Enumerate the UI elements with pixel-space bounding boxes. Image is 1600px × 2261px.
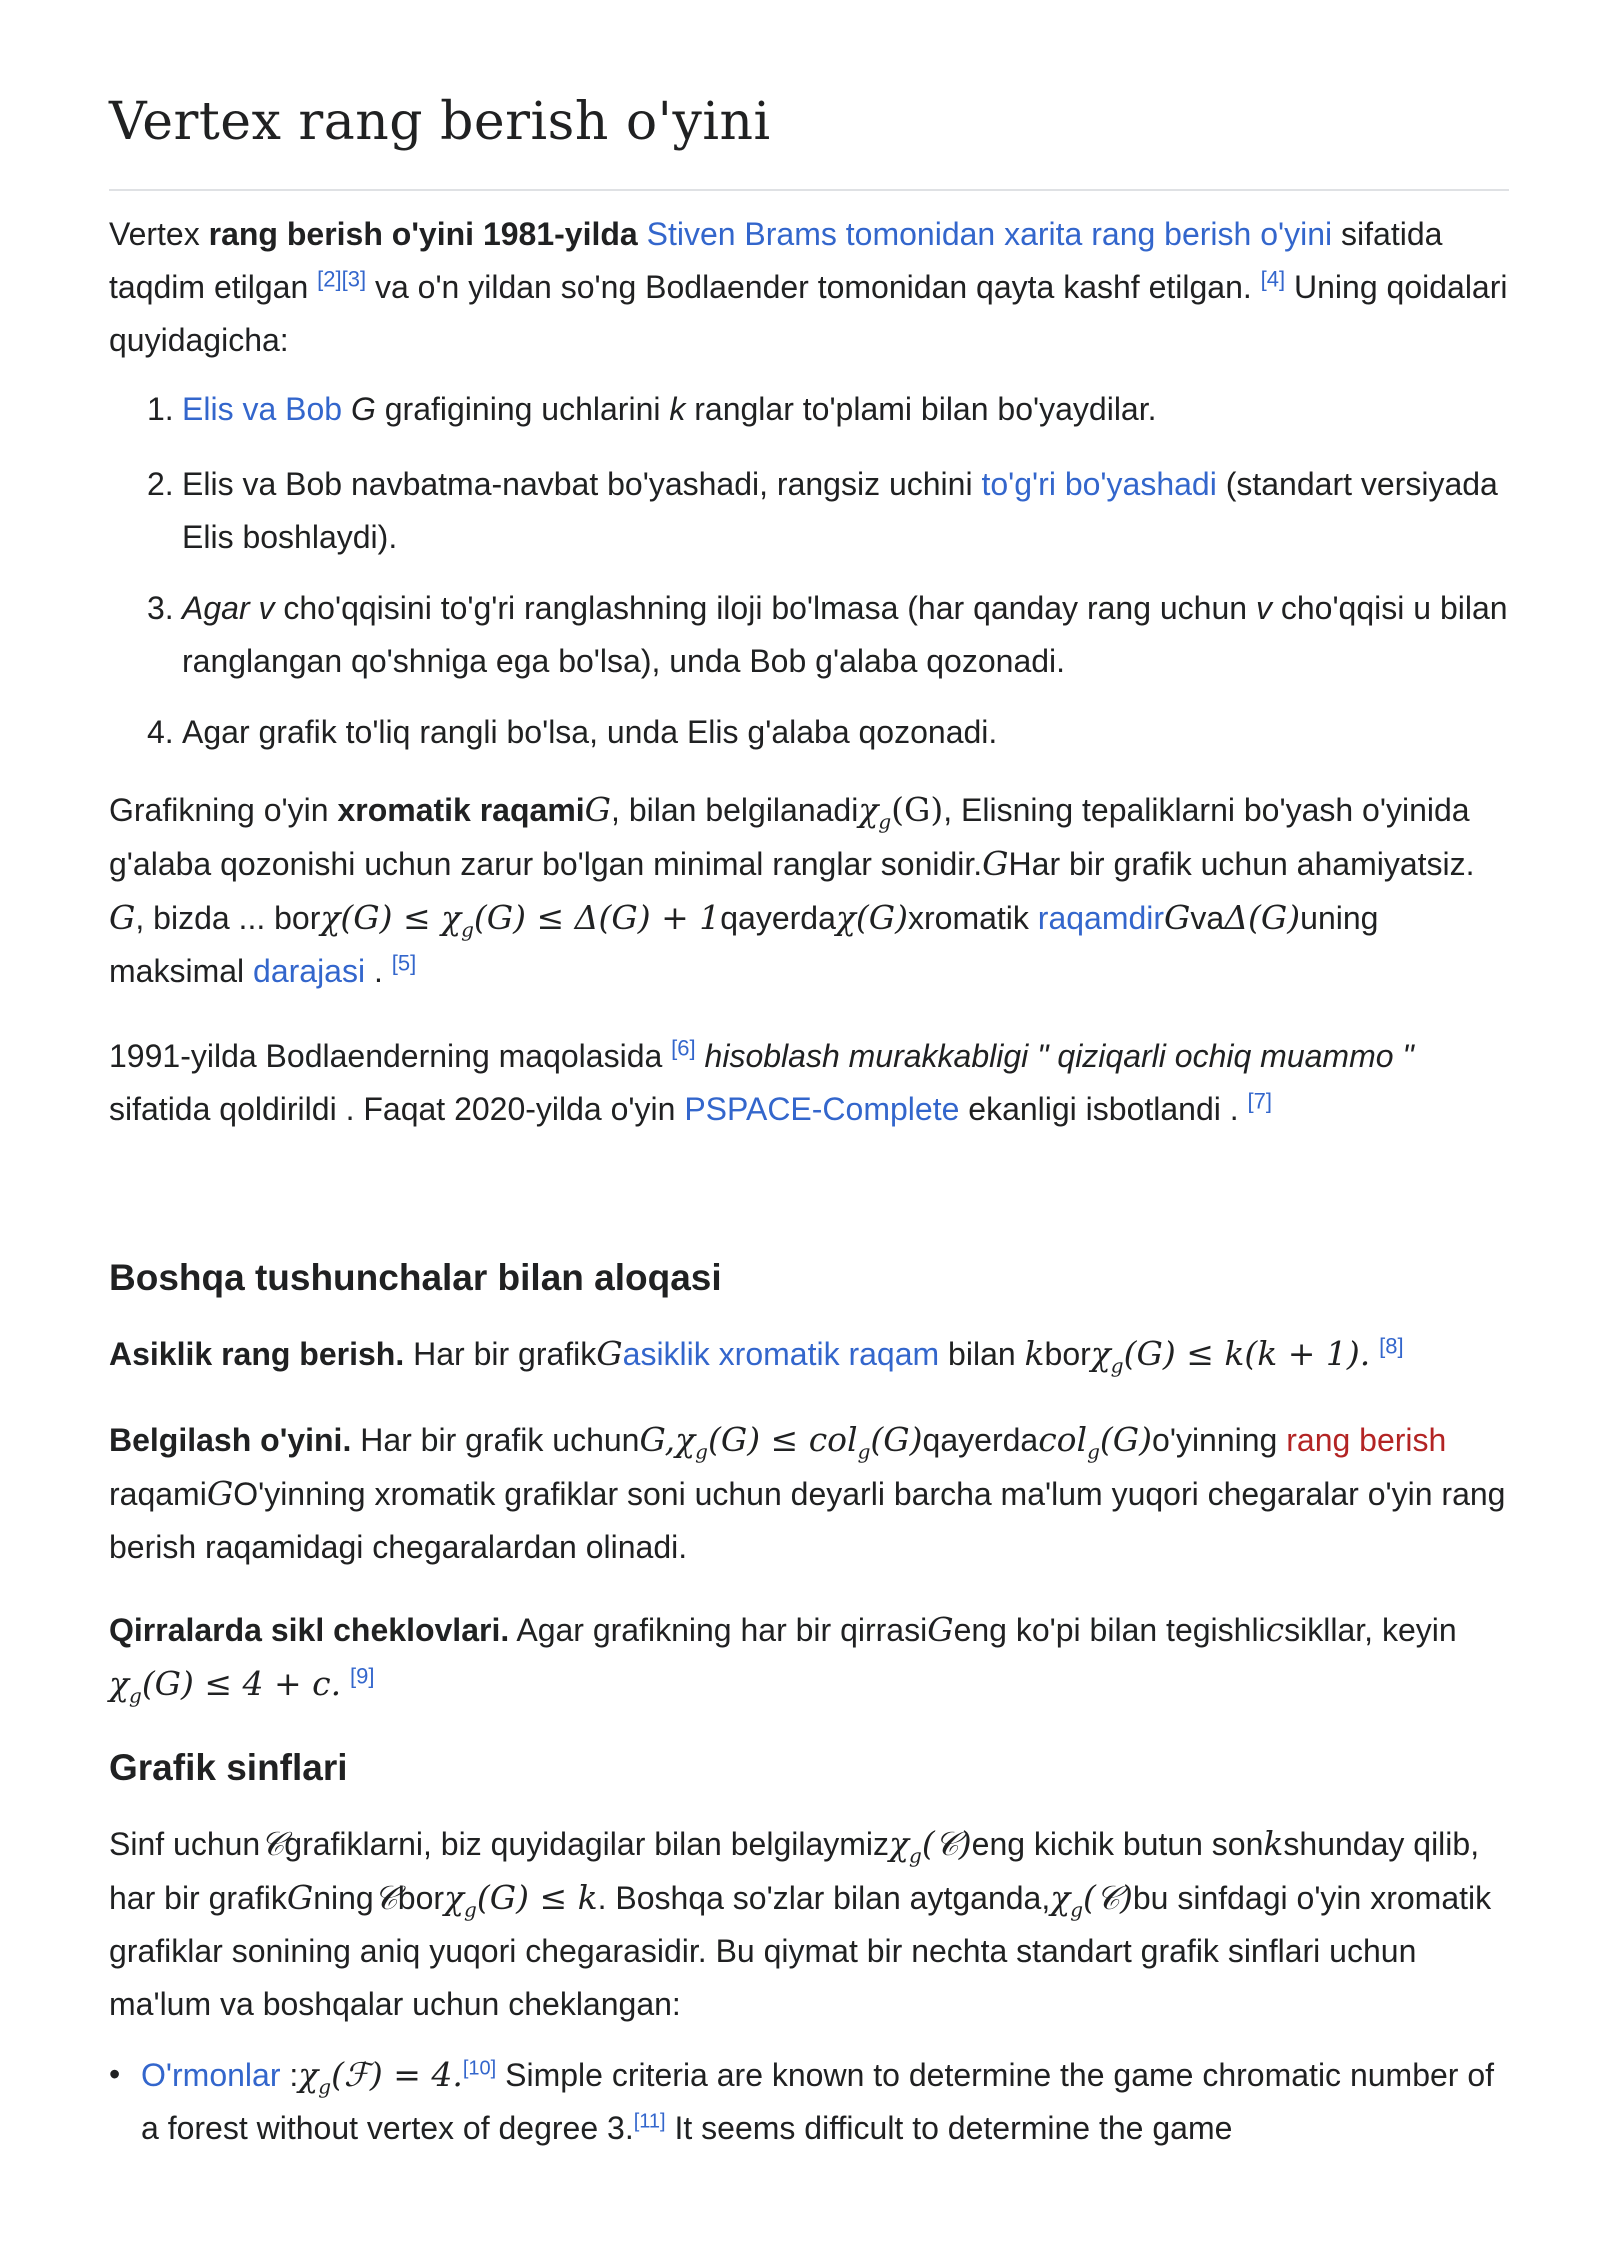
intro-text: Vertex bbox=[109, 216, 209, 252]
ref-10[interactable]: [10] bbox=[462, 2057, 497, 2080]
text: : bbox=[280, 2057, 299, 2093]
text: bu sinfdagi o'yin xromatik grafiklar sonining aniq yuqori chegarasidir. Bu qiymat bir nechta standart grafik sinflari uchun ma'lum va boshqalar uchun cheklangan: bbox=[109, 1880, 1492, 2022]
link-asiklik-xromatik-raqam[interactable]: asiklik xromatik raqam bbox=[622, 1336, 940, 1372]
math-part: (G) bbox=[1099, 1420, 1153, 1459]
math-chi-G: χ(G) bbox=[835, 898, 908, 937]
rule-number: 4. bbox=[147, 714, 174, 750]
ref-11[interactable]: [11] bbox=[633, 2110, 666, 2133]
math-part: (𝒞) bbox=[1083, 1878, 1133, 1917]
rule-item bbox=[109, 582, 1509, 688]
link-elis-va-bob[interactable]: Elis va Bob bbox=[182, 391, 343, 427]
text: Har bir grafik uchun ahamiyatsiz. bbox=[1008, 846, 1475, 882]
text: xromatik bbox=[907, 900, 1038, 936]
math-c: c bbox=[1265, 1610, 1285, 1649]
rule-italic: k bbox=[669, 391, 686, 427]
marking-paragraph bbox=[109, 1413, 1509, 1574]
math-chi: χ bbox=[1050, 1878, 1071, 1917]
ref-9[interactable]: [9] bbox=[350, 1663, 375, 1689]
rule-italic: v bbox=[1255, 590, 1272, 626]
text: eng ko'pi bilan tegishli bbox=[953, 1612, 1266, 1648]
math-col bbox=[1038, 1420, 1153, 1464]
text: bor bbox=[397, 1880, 445, 1916]
text: It seems difficult to determine the game bbox=[665, 2110, 1233, 2146]
link-raqamdir[interactable]: raqamdir bbox=[1037, 900, 1165, 936]
math-inequality bbox=[109, 1664, 342, 1708]
math-part: (𝒞) bbox=[921, 1824, 972, 1863]
rule-number: 3. bbox=[147, 590, 174, 626]
link-darajasi[interactable]: darajasi bbox=[253, 953, 366, 989]
intro-text: sifatida taqdim etilgan bbox=[109, 216, 1443, 305]
math-chi: χ bbox=[858, 790, 879, 829]
page-title: Vertex rang berish o'yini bbox=[109, 92, 771, 152]
rule-item bbox=[109, 458, 1509, 564]
cycle-paragraph bbox=[109, 1603, 1509, 1711]
text: ning bbox=[313, 1880, 374, 1916]
math-chi: χ bbox=[444, 1878, 465, 1917]
text: bor bbox=[1044, 1336, 1091, 1372]
math-G: G, bbox=[639, 1420, 676, 1459]
rule-text: Elis va Bob navbatma-navbat bo'yashadi, rangsiz uchini bbox=[182, 466, 982, 502]
text: , bizda ... bor bbox=[135, 900, 321, 936]
bullet-icon: • bbox=[109, 2056, 121, 2092]
text: qayerda bbox=[720, 900, 836, 936]
intro-text: va o'n yildan so'ng Bodlaender tomonidan qayta kashf etilgan. bbox=[366, 269, 1252, 305]
math-part: (G) bbox=[870, 1420, 923, 1459]
history-paragraph bbox=[109, 1030, 1509, 1136]
section-heading-graph-classes: Grafik sinflari bbox=[109, 1747, 348, 1788]
math-sub: g bbox=[909, 1843, 922, 1868]
ref-8[interactable]: [8] bbox=[1379, 1333, 1404, 1359]
text: ekanligi isbotlandi . bbox=[959, 1091, 1239, 1127]
intro-bold: rang berish o'yini 1981-yilda bbox=[208, 216, 638, 252]
math-sub: g bbox=[695, 1439, 708, 1464]
math-G: G bbox=[286, 1878, 314, 1917]
math-chi: χ bbox=[675, 1420, 696, 1459]
text: bilan bbox=[939, 1336, 1025, 1372]
math-sub: g bbox=[129, 1683, 142, 1708]
rule-text bbox=[342, 391, 351, 427]
math-sub: g bbox=[464, 1897, 477, 1922]
rules-list bbox=[109, 383, 1509, 759]
bold-term: xromatik raqami bbox=[337, 792, 585, 828]
acyclic-paragraph bbox=[109, 1327, 1509, 1381]
math-part: χ(G) ≤ bbox=[320, 898, 442, 937]
math-part: (G) ≤ col bbox=[707, 1420, 858, 1459]
math-k: k bbox=[1024, 1334, 1045, 1373]
math-inequality bbox=[675, 1420, 923, 1464]
text: va bbox=[1190, 900, 1225, 936]
graph-class-list bbox=[109, 2048, 1509, 2155]
math-part: (G) ≤ k(k + 1). bbox=[1123, 1334, 1371, 1373]
math-part: (G) ≤ 4 + c. bbox=[141, 1664, 342, 1703]
math-part: (G) ≤ k bbox=[476, 1878, 598, 1917]
text: , Elisning tepaliklarni bo'yash o'yinida g'alaba qozonishi uchun zarur bo'lgan minimal ranglar sonidir. bbox=[109, 792, 1470, 882]
text: , bilan belgilanadi bbox=[611, 792, 859, 828]
text: raqami bbox=[109, 1476, 207, 1512]
math-sub: g bbox=[1087, 1439, 1100, 1464]
rule-text: Agar grafik to'liq rangli bo'lsa, unda Elis g'alaba qozonadi. bbox=[182, 714, 998, 750]
text: uning maksimal bbox=[109, 900, 1379, 989]
math-arg: (G) bbox=[891, 790, 944, 829]
ref-2[interactable]: [2] bbox=[317, 266, 342, 292]
math-part: (ℱ) = 4. bbox=[331, 2055, 463, 2094]
math-class-C: 𝒞 bbox=[373, 1878, 398, 1917]
ref-6[interactable]: [6] bbox=[671, 1035, 696, 1061]
ref-7[interactable]: [7] bbox=[1247, 1088, 1273, 1114]
rule-text: ranglar to'plami bilan bo'yaydilar. bbox=[685, 391, 1157, 427]
text: Simple criteria are known to determine the game chromatic number of a forest without vertex of degree 3. bbox=[141, 2057, 1495, 2146]
math-part: (G) ≤ Δ(G) + 1 bbox=[473, 898, 721, 937]
math-G: G bbox=[596, 1334, 623, 1373]
math-sub: g bbox=[878, 809, 892, 834]
math-part: col bbox=[1038, 1420, 1088, 1459]
math-chi: χ bbox=[1090, 1334, 1111, 1373]
ref-3[interactable]: [3] bbox=[341, 266, 367, 292]
rule-item bbox=[109, 383, 1509, 436]
math-chi-g bbox=[858, 790, 944, 834]
rule-number: 2. bbox=[147, 466, 174, 502]
math-inequality bbox=[444, 1878, 598, 1922]
text: 1991-yilda Bodlaenderning maqolasida bbox=[109, 1038, 672, 1074]
rule-text: cho'qqisini to'g'ri ranglashning iloji bo'lmasa (har qanday rang uchun bbox=[274, 590, 1256, 626]
text: O'yinning xromatik grafiklar soni uchun deyarli barcha ma'lum yuqori chegaralar o'yin rang berish raqamidagi chegaralardan olinadi. bbox=[109, 1476, 1506, 1565]
math-sub: g bbox=[318, 2074, 332, 2099]
text: Har bir grafik bbox=[404, 1336, 597, 1372]
link-togri-boyashadi[interactable]: to'g'ri bo'yashadi bbox=[981, 466, 1217, 502]
rule-text: grafigining uchlarini bbox=[375, 391, 670, 427]
text: . Boshqa so'zlar bilan aytganda, bbox=[597, 1880, 1051, 1916]
text: Sinf uchun bbox=[109, 1826, 261, 1862]
title-divider bbox=[109, 189, 1509, 191]
rule-text: (standart versiyada Elis boshlaydi). bbox=[182, 466, 1498, 555]
link-stiven-brams[interactable]: Stiven Brams tomonidan xarita rang berish o'yini bbox=[646, 216, 1333, 252]
rule-italic: G bbox=[350, 391, 376, 427]
bold-term: Qirralarda sikl cheklovlari. bbox=[109, 1612, 510, 1648]
math-G: G bbox=[206, 1474, 234, 1513]
math-chi: χ bbox=[298, 2055, 319, 2094]
math-G: G bbox=[927, 1610, 954, 1649]
text: sifatida qoldirildi . Faqat 2020-yilda o'yin bbox=[109, 1091, 685, 1127]
link-rang-berish-missing[interactable]: rang berish bbox=[1286, 1422, 1447, 1458]
text: Agar grafikning har bir qirrasi bbox=[509, 1612, 928, 1648]
classes-paragraph bbox=[109, 1817, 1509, 2031]
italic-text: hisoblash murakkabligi " qiziqarli ochiq muammo " bbox=[695, 1038, 1414, 1074]
ref-5[interactable]: [5] bbox=[391, 950, 417, 976]
intro-paragraph bbox=[109, 208, 1509, 367]
section-heading-relations: Boshqa tushunchalar bilan aloqasi bbox=[109, 1257, 722, 1298]
rule-text: cho'qqisi u bilan ranglangan qo'shniga ega bo'lsa), unda Bob g'alaba qozonadi. bbox=[182, 590, 1508, 679]
math-G: G bbox=[109, 898, 136, 937]
math-G: G bbox=[1164, 898, 1191, 937]
link-ormonlar[interactable]: O'rmonlar bbox=[141, 2057, 281, 2093]
ref-4[interactable]: [4] bbox=[1260, 266, 1286, 292]
text: qayerda bbox=[922, 1422, 1039, 1458]
math-chi: χ bbox=[441, 898, 462, 937]
text: Grafikning o'yin bbox=[109, 792, 338, 828]
math-class-C: 𝒞 bbox=[260, 1824, 285, 1863]
math-sub: g bbox=[857, 1439, 871, 1464]
text: o'yinning bbox=[1152, 1422, 1287, 1458]
math-chi-C bbox=[889, 1824, 972, 1868]
bold-term: Asiklik rang berish. bbox=[109, 1336, 405, 1372]
math-inequality bbox=[320, 898, 721, 942]
text: shunday qilib, har bir grafik bbox=[109, 1826, 1480, 1916]
text: . bbox=[365, 953, 383, 989]
math-delta: Δ(G) bbox=[1224, 898, 1301, 937]
math-sub: g bbox=[1110, 1353, 1124, 1378]
math-forest-eq bbox=[298, 2055, 463, 2099]
math-chi: χ bbox=[889, 1824, 910, 1863]
math-chi: χ bbox=[109, 1664, 129, 1703]
rule-italic: Agar v bbox=[182, 590, 275, 626]
text: Har bir grafik uchun bbox=[351, 1422, 640, 1458]
link-pspace-complete[interactable]: PSPACE-Complete bbox=[684, 1091, 960, 1127]
list-item-forests bbox=[109, 2048, 1509, 2155]
chromatic-paragraph bbox=[109, 783, 1509, 998]
math-chi-C bbox=[1050, 1878, 1133, 1922]
intro-text: Uning qoidalari quyidagicha: bbox=[109, 269, 1508, 358]
text: eng kichik butun son bbox=[971, 1826, 1264, 1862]
bold-term: Belgilash o'yini. bbox=[109, 1422, 352, 1458]
text: sikllar, keyin bbox=[1284, 1612, 1457, 1648]
rule-item bbox=[109, 706, 1509, 759]
math-sub: g bbox=[461, 917, 474, 942]
text: grafiklarni, biz quyidagilar bilan belgilaymiz bbox=[284, 1826, 890, 1862]
math-G: G bbox=[584, 790, 612, 829]
math-k: k bbox=[1263, 1824, 1284, 1863]
math-inequality bbox=[1090, 1334, 1371, 1378]
rule-number: 1. bbox=[147, 391, 174, 427]
math-sub: g bbox=[1070, 1897, 1084, 1922]
math-G: G bbox=[982, 844, 1009, 883]
